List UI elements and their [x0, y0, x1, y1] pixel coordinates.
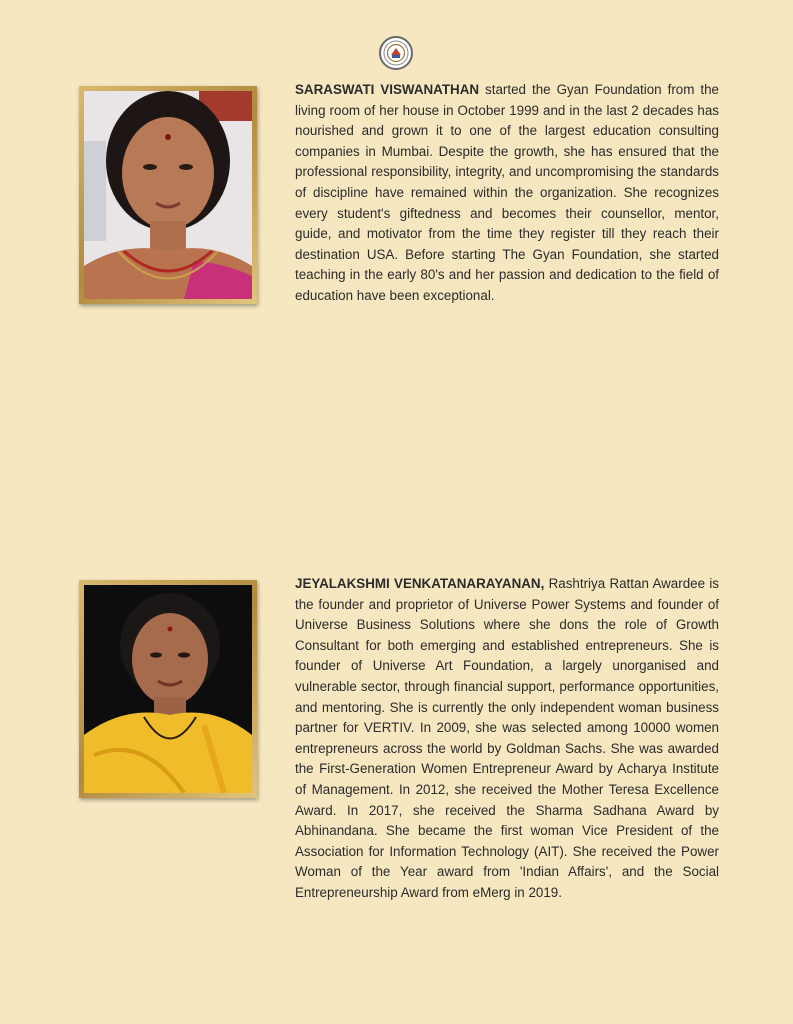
profile-name: JEYALAKSHMI VENKATANARAYANAN, [295, 576, 545, 591]
portrait-photo-icon [84, 91, 252, 299]
portrait-photo-icon [84, 585, 252, 793]
profile-bio-text: Rashtriya Rattan Awardee is the founder and proprietor of Universe Power Systems and founder of Universe Business Solutions where she dons the role of Growth Consultant for both emerging and established entrepreneurs. She is founder of Universe Art Foundation, a largely unorganised and vulnerable sector, through financial support, performance opportunities, and mentoring. She is currently the only independent woman business partner for VERTIV. In 2009, she was selected among 10000 women entrepreneurs across the world by Goldman Sachs. She was awarded the First-Generation Women Entrepreneur Award by Acharya Institute of Management. In 2012, she received the Mother Teresa Excellence Award. In 2017, she received the Sharma Sadhana Award by Abhinandana. She became the first woman Vice President of the Association for Information Technology (AIT). She received the Power Woman of the Year award from 'Indian Affairs', and the Social Entrepreneurship Award from eMerg in 2019. [295, 576, 719, 900]
profile-photo-frame [79, 580, 257, 798]
profile-bio [295, 80, 719, 307]
profile-bio-text: started the Gyan Foundation from the living room of her house in October 1999 and in the last 2 decades has nourished and grown it to one of the largest education consulting companies in Mumbai. Despite the growth, she has ensured that the professional responsibility, integrity, and uncompromising the standards of discipline have remained within the organization. She recognizes every student's giftedness and becomes their counsellor, mentor, guide, and motivator from the time they register till they reach their destination USA. Before starting The Gyan Foundation, she started teaching in the early 80's and her passion and dedication to the field of education have been exceptional. [295, 82, 720, 303]
profile-name: SARASWATI VISWANATHAN [295, 82, 480, 97]
profile-photo-frame [79, 86, 257, 304]
profile-bio [295, 574, 719, 904]
institution-seal-icon [379, 36, 413, 70]
